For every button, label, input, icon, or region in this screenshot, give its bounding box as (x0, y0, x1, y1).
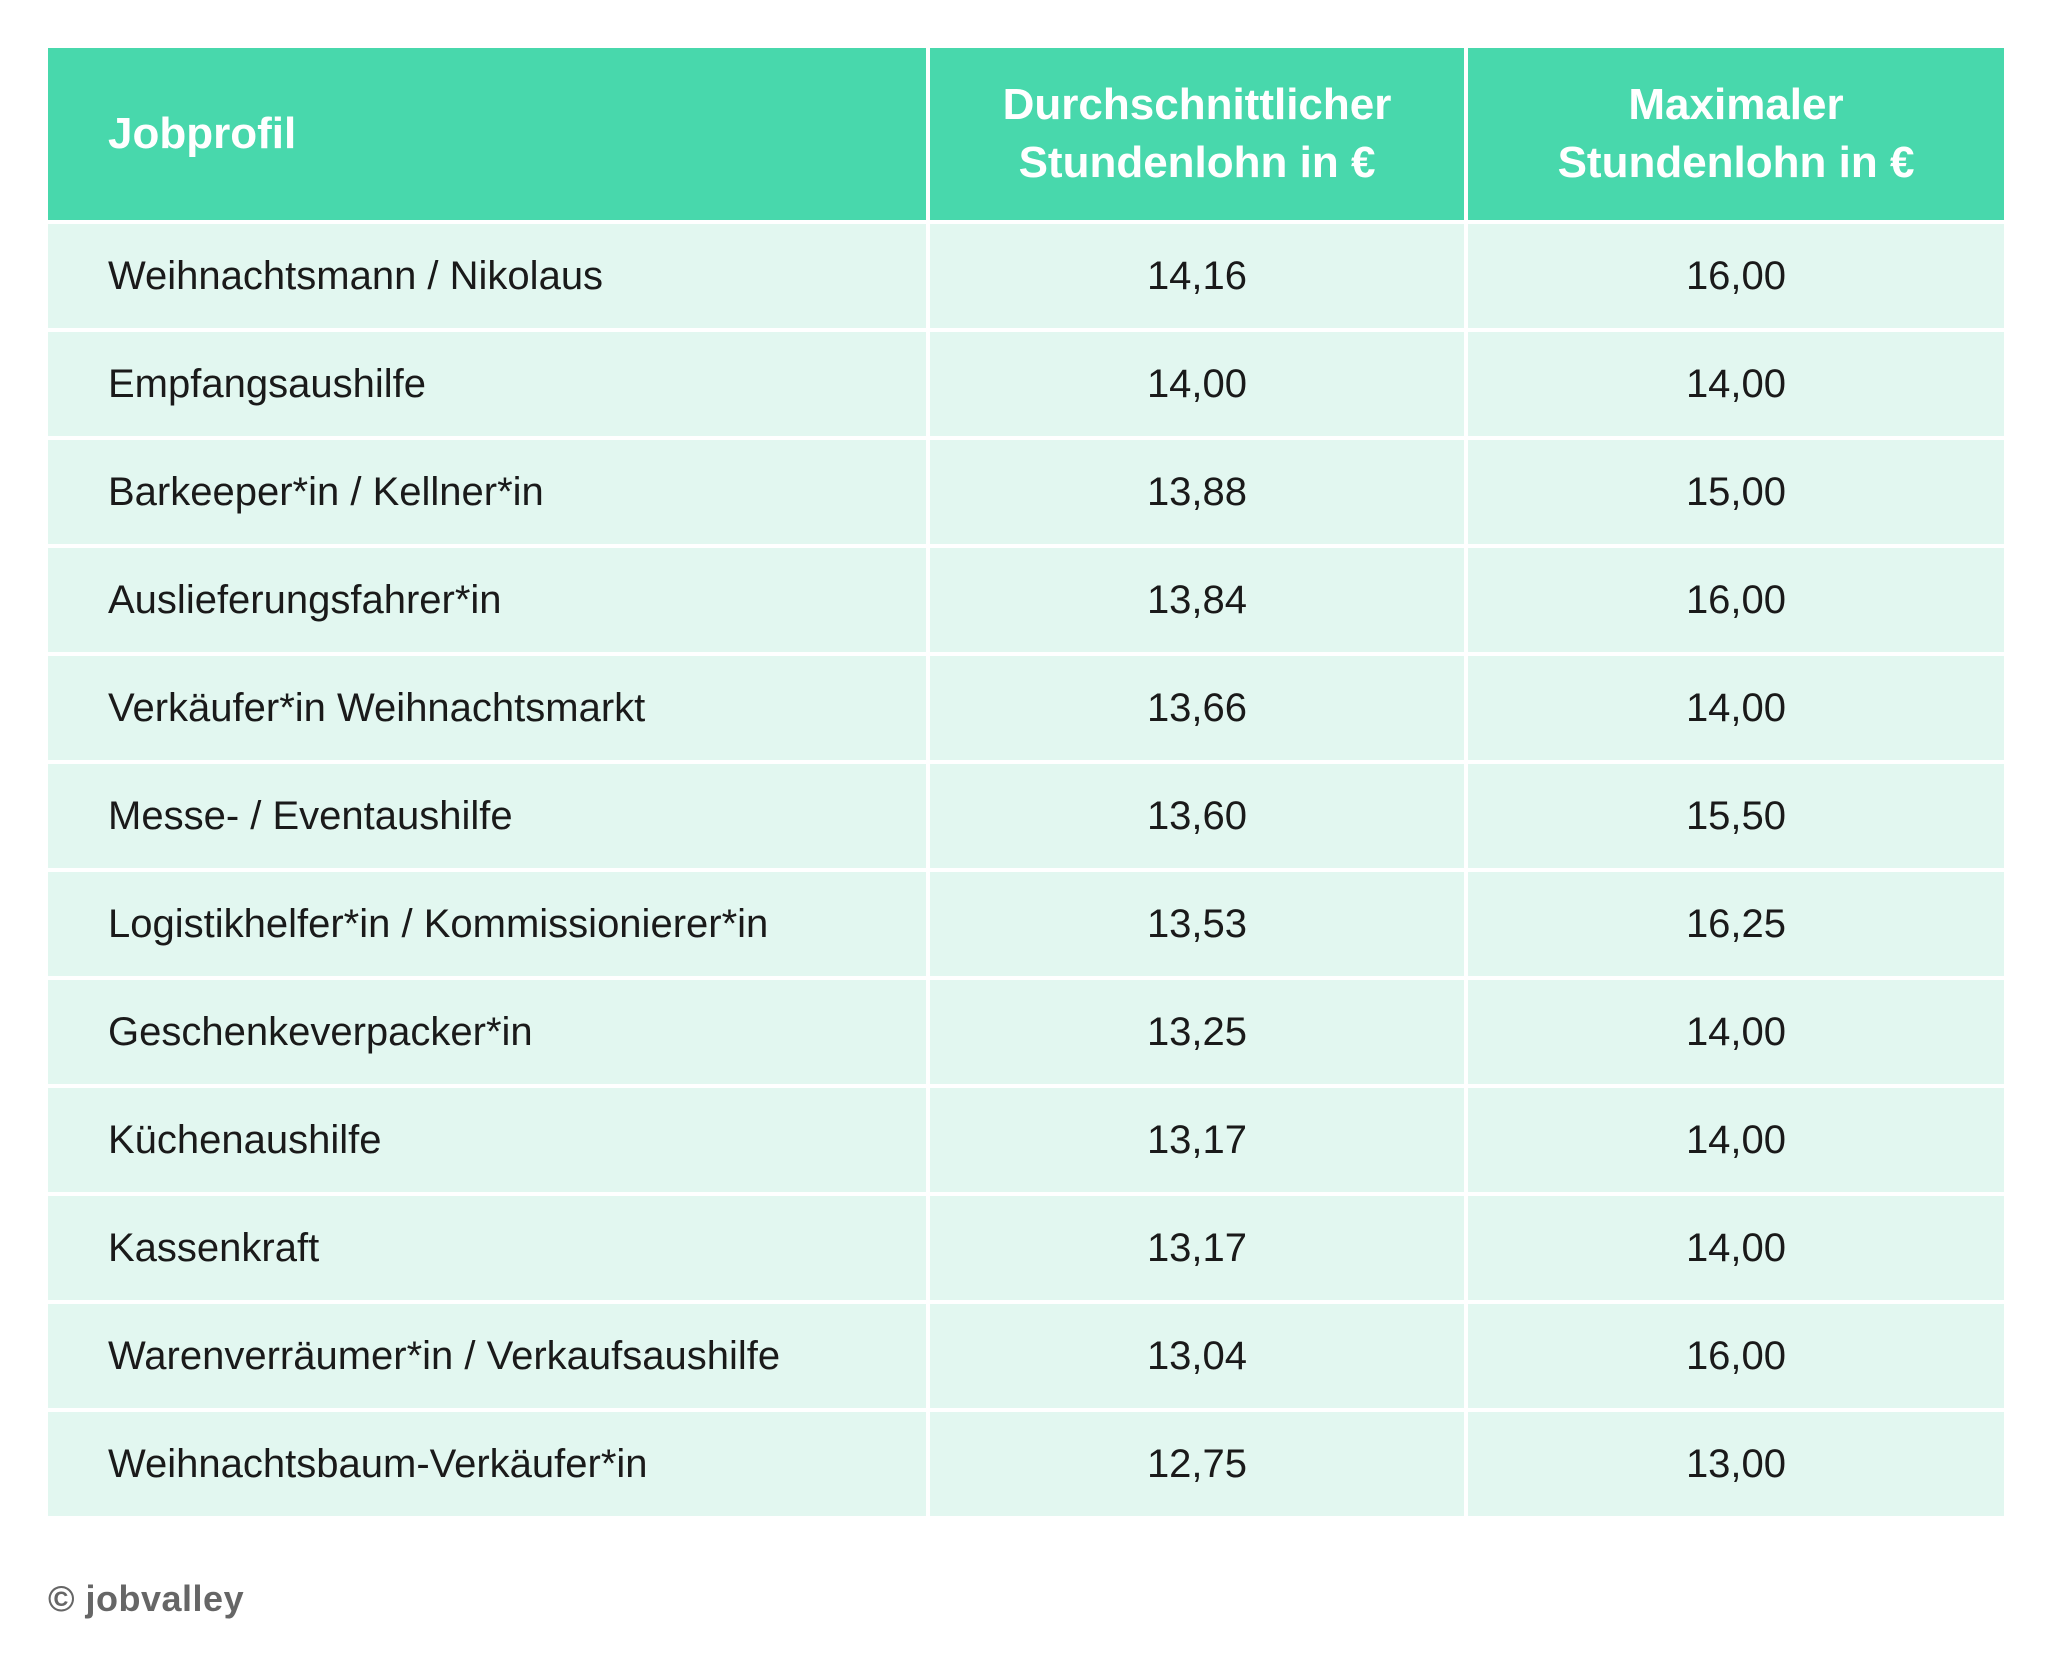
job-cell: Weihnachtsmann / Nikolaus (48, 222, 928, 330)
job-cell: Kassenkraft (48, 1194, 928, 1302)
table-row (48, 438, 2004, 546)
max-wage-cell: 16,00 (1466, 546, 2004, 654)
table-row (48, 870, 2004, 978)
job-cell: Warenverräumer*in / Verkaufsaushilfe (48, 1302, 928, 1410)
avg-wage-cell: 14,16 (928, 222, 1466, 330)
avg-wage-cell: 13,60 (928, 762, 1466, 870)
max-wage-cell: 14,00 (1466, 978, 2004, 1086)
header-max-wage-line2: Stundenlohn in € (1557, 138, 1915, 187)
job-cell: Verkäufer*in Weihnachtsmarkt (48, 654, 928, 762)
header-average-wage-line2: Stundenlohn in € (1018, 138, 1376, 187)
header-average-wage (928, 48, 1466, 222)
max-wage-cell: 14,00 (1466, 1086, 2004, 1194)
table-row (48, 762, 2004, 870)
wage-table-container (48, 48, 2004, 1516)
job-cell: Empfangsaushilfe (48, 330, 928, 438)
table-row (48, 546, 2004, 654)
avg-wage-cell: 13,84 (928, 546, 1466, 654)
table-row (48, 222, 2004, 330)
avg-wage-cell: 13,04 (928, 1302, 1466, 1410)
max-wage-cell: 14,00 (1466, 1194, 2004, 1302)
max-wage-cell: 14,00 (1466, 330, 2004, 438)
table-row (48, 1086, 2004, 1194)
header-jobprofil: Jobprofil (48, 48, 928, 222)
table-header (48, 48, 2004, 222)
table-row (48, 1194, 2004, 1302)
wage-table (48, 48, 2004, 1516)
job-cell: Barkeeper*in / Kellner*in (48, 438, 928, 546)
avg-wage-cell: 13,25 (928, 978, 1466, 1086)
job-cell: Messe- / Eventaushilfe (48, 762, 928, 870)
avg-wage-cell: 14,00 (928, 330, 1466, 438)
max-wage-cell: 14,00 (1466, 654, 2004, 762)
table-row (48, 978, 2004, 1086)
table-body (48, 222, 2004, 1516)
max-wage-cell: 13,00 (1466, 1410, 2004, 1516)
max-wage-cell: 16,00 (1466, 222, 2004, 330)
avg-wage-cell: 13,17 (928, 1086, 1466, 1194)
table-row (48, 330, 2004, 438)
avg-wage-cell: 13,88 (928, 438, 1466, 546)
table-row (48, 1410, 2004, 1516)
avg-wage-cell: 13,53 (928, 870, 1466, 978)
job-cell: Weihnachtsbaum-Verkäufer*in (48, 1410, 928, 1516)
job-cell: Küchenaushilfe (48, 1086, 928, 1194)
table-row (48, 654, 2004, 762)
job-cell: Logistikhelfer*in / Kommissionierer*in (48, 870, 928, 978)
max-wage-cell: 16,25 (1466, 870, 2004, 978)
avg-wage-cell: 13,66 (928, 654, 1466, 762)
job-cell: Auslieferungsfahrer*in (48, 546, 928, 654)
copyright-footer: © jobvalley (48, 1578, 245, 1619)
header-row (48, 48, 2004, 222)
header-max-wage (1466, 48, 2004, 222)
job-cell: Geschenkeverpacker*in (48, 978, 928, 1086)
table-row (48, 1302, 2004, 1410)
max-wage-cell: 15,00 (1466, 438, 2004, 546)
avg-wage-cell: 12,75 (928, 1410, 1466, 1516)
max-wage-cell: 15,50 (1466, 762, 2004, 870)
header-average-wage-line1: Durchschnittlicher (1002, 80, 1392, 129)
header-max-wage-line1: Maximaler (1628, 80, 1844, 129)
avg-wage-cell: 13,17 (928, 1194, 1466, 1302)
max-wage-cell: 16,00 (1466, 1302, 2004, 1410)
